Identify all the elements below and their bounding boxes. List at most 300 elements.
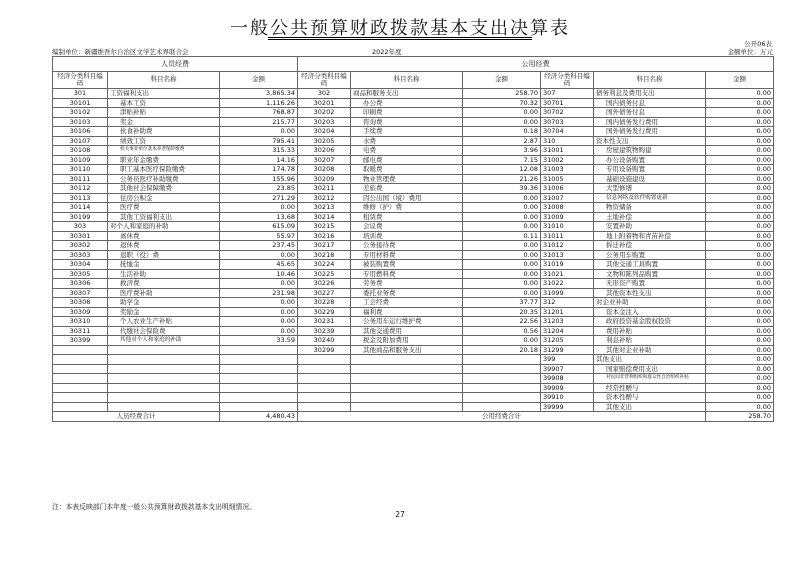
table-row: [53, 250, 774, 260]
public-amount: 0.00: [463, 288, 541, 298]
public-amount: 37.77: [463, 298, 541, 308]
table-row: [53, 193, 774, 203]
public-code: 30209: [298, 174, 351, 184]
personnel-item-name: 生活补助: [108, 269, 220, 279]
public-code: 30207: [298, 155, 351, 165]
table-row: [53, 212, 774, 222]
public-code: [298, 383, 351, 393]
public-amount: 20.35: [463, 307, 541, 317]
personnel-amount: 1,116.26: [220, 98, 298, 108]
other-code: 30703: [541, 117, 594, 127]
other-amount: 0.00: [706, 393, 774, 403]
public-item-name: 邮电费: [351, 155, 463, 165]
personnel-item-name: 职业年金缴费: [108, 155, 220, 165]
personnel-amount: 3,865.34: [220, 89, 298, 99]
other-code: 31204: [541, 326, 594, 336]
other-code: 39910: [541, 393, 594, 403]
table-row: [53, 203, 774, 213]
public-code: [298, 374, 351, 384]
public-amount: 22.56: [463, 317, 541, 327]
other-item-name: 房屋建筑物购建: [594, 146, 706, 156]
table-row: [53, 402, 774, 412]
amount-unit: 金额单位：万元: [727, 48, 773, 56]
personnel-amount: 55.97: [220, 231, 298, 241]
table-row: [53, 336, 774, 346]
personnel-amount: 0.00: [220, 279, 298, 289]
public-amount: 0.00: [463, 108, 541, 118]
public-code: [298, 402, 351, 412]
personnel-amount: 795.41: [220, 136, 298, 146]
personnel-code: [53, 383, 108, 393]
personnel-section-header: 人员经费: [53, 57, 298, 72]
personnel-code: 30113: [53, 193, 108, 203]
personnel-code: 30303: [53, 250, 108, 260]
other-amount: 0.00: [706, 174, 774, 184]
personnel-amount: 0.00: [220, 326, 298, 336]
other-code: 30701: [541, 98, 594, 108]
other-code: 31005: [541, 174, 594, 184]
personnel-item-name: [108, 393, 220, 403]
public-item-name: 劳务费: [351, 279, 463, 289]
personnel-amount: 174.78: [220, 165, 298, 175]
other-item-name: 债务利息及费用支出: [594, 89, 706, 99]
personnel-item-name: 退休费: [108, 241, 220, 251]
table-row: [53, 89, 774, 99]
other-amount: 0.00: [706, 279, 774, 289]
other-amount: 0.00: [706, 402, 774, 412]
personnel-amount: 237.45: [220, 241, 298, 251]
public-amount: 0.18: [463, 127, 541, 137]
personnel-code: 30103: [53, 117, 108, 127]
table-row: [53, 260, 774, 270]
public-code: 30205: [298, 136, 351, 146]
other-item-name: 地上附着物和青苗补偿: [594, 231, 706, 241]
other-item-name: 其他支出: [594, 355, 706, 365]
personnel-code: 30311: [53, 326, 108, 336]
personnel-amount: 10.46: [220, 269, 298, 279]
other-code: 31010: [541, 222, 594, 232]
other-amount: 0.00: [706, 355, 774, 365]
public-amount: 0.00: [463, 193, 541, 203]
other-code: 399: [541, 355, 594, 365]
public-item-name: 税金及附加费用: [351, 336, 463, 346]
personnel-amount: 215.77: [220, 117, 298, 127]
other-amount: 0.00: [706, 241, 774, 251]
personnel-item-name: 助学金: [108, 298, 220, 308]
other-code: 31019: [541, 260, 594, 270]
personnel-amount: 45.65: [220, 260, 298, 270]
table-row: [53, 326, 774, 336]
table-row: [53, 117, 774, 127]
other-item-name: 国内债务付息: [594, 98, 706, 108]
public-item-name: 委托业务费: [351, 288, 463, 298]
other-code: 310: [541, 136, 594, 146]
public-amount: 21.26: [463, 174, 541, 184]
meta-row: [52, 47, 773, 56]
other-item-name: 信息网络及软件购置更新: [594, 193, 706, 203]
public-amount: 0.00: [463, 279, 541, 289]
personnel-item-name: 职工基本医疗保险缴费: [108, 165, 220, 175]
public-item-name: 被装购置费: [351, 260, 463, 270]
personnel-item-name: 代缴社会保险费: [108, 326, 220, 336]
other-amount: 0.00: [706, 203, 774, 213]
personnel-item-name: [108, 374, 220, 384]
personnel-code: 30199: [53, 212, 108, 222]
table-row: [53, 288, 774, 298]
public-item-name: 商品和服务支出: [351, 89, 463, 99]
personnel-amount: [220, 383, 298, 393]
table-row: [53, 136, 774, 146]
personnel-item-name: 个人农业生产补贴: [108, 317, 220, 327]
public-section-header: 公用经费: [298, 57, 774, 72]
header-name: 科目名称: [594, 72, 706, 89]
public-code: 30240: [298, 336, 351, 346]
other-amount: 0.00: [706, 231, 774, 241]
public-item-name: [351, 364, 463, 374]
public-total-value: 258.70: [706, 412, 774, 422]
personnel-item-name: 奖金: [108, 117, 220, 127]
public-item-name: 专用材料费: [351, 250, 463, 260]
personnel-item-name: 住房公积金: [108, 193, 220, 203]
personnel-code: 30109: [53, 155, 108, 165]
other-item-name: 拆迁补偿: [594, 241, 706, 251]
page-number: 27: [395, 510, 405, 519]
other-item-name: 国家赔偿费用支出: [594, 364, 706, 374]
totals-row: [53, 412, 774, 422]
personnel-code: [53, 374, 108, 384]
other-amount: 0.00: [706, 288, 774, 298]
other-amount: 0.00: [706, 136, 774, 146]
public-item-name: 取暖费: [351, 165, 463, 175]
other-item-name: 专用设备购置: [594, 165, 706, 175]
personnel-item-name: 退职（役）费: [108, 250, 220, 260]
public-amount: [463, 402, 541, 412]
public-amount: 12.08: [463, 165, 541, 175]
table-row: [53, 127, 774, 137]
header-code: 经济分类科目编码: [298, 72, 351, 89]
other-item-name: 资本性支出: [594, 136, 706, 146]
public-amount: 20.18: [463, 345, 541, 355]
public-item-name: 租赁费: [351, 212, 463, 222]
personnel-item-name: 其他对个人和家庭的补助: [108, 336, 220, 346]
other-code: 31203: [541, 317, 594, 327]
other-code: 31008: [541, 203, 594, 213]
public-code: 30227: [298, 288, 351, 298]
personnel-amount: 13.68: [220, 212, 298, 222]
personnel-amount: [220, 402, 298, 412]
public-item-name: 水费: [351, 136, 463, 146]
other-code: 31009: [541, 212, 594, 222]
public-item-name: 专用燃料费: [351, 269, 463, 279]
other-amount: 0.00: [706, 269, 774, 279]
personnel-item-name: [108, 383, 220, 393]
personnel-code: 30101: [53, 98, 108, 108]
table-row: [53, 231, 774, 241]
personnel-item-name: 离休费: [108, 231, 220, 241]
other-item-name: 国外债务付息: [594, 108, 706, 118]
personnel-amount: 155.96: [220, 174, 298, 184]
public-item-name: 公务用车运行维护费: [351, 317, 463, 327]
header-amount: 金额: [463, 72, 541, 89]
public-code: 30208: [298, 165, 351, 175]
other-code: 39907: [541, 364, 594, 374]
other-amount: 0.00: [706, 250, 774, 260]
personnel-amount: 0.00: [220, 127, 298, 137]
public-code: 30202: [298, 108, 351, 118]
personnel-code: [53, 355, 108, 365]
public-item-name: 因公出国（境）费用: [351, 193, 463, 203]
public-code: 30217: [298, 241, 351, 251]
public-code: 30213: [298, 203, 351, 213]
personnel-amount: [220, 355, 298, 365]
personnel-code: 30302: [53, 241, 108, 251]
personnel-code: 303: [53, 222, 108, 232]
public-amount: 0.00: [463, 117, 541, 127]
public-item-name: 公务接待费: [351, 241, 463, 251]
public-amount: 0.00: [463, 260, 541, 270]
personnel-code: 30114: [53, 203, 108, 213]
personnel-amount: 14.16: [220, 155, 298, 165]
other-item-name: 其他交通工具购置: [594, 260, 706, 270]
other-amount: 0.00: [706, 374, 774, 384]
personnel-amount: 0.00: [220, 317, 298, 327]
personnel-code: 30102: [53, 108, 108, 118]
personnel-code: 30307: [53, 288, 108, 298]
other-code: 31001: [541, 146, 594, 156]
table-row: [53, 165, 774, 175]
other-amount: 0.00: [706, 212, 774, 222]
personnel-code: 30399: [53, 336, 108, 346]
other-item-name: 其他对企业补助: [594, 345, 706, 355]
other-amount: 0.00: [706, 117, 774, 127]
public-code: 30228: [298, 298, 351, 308]
personnel-item-name: 津贴补贴: [108, 108, 220, 118]
public-code: 30214: [298, 212, 351, 222]
header-amount: 金额: [706, 72, 774, 89]
personnel-code: 30306: [53, 279, 108, 289]
other-amount: 0.00: [706, 326, 774, 336]
public-code: 30226: [298, 279, 351, 289]
other-amount: 0.00: [706, 146, 774, 156]
personnel-amount: 271.29: [220, 193, 298, 203]
expenditure-table: [52, 56, 774, 422]
public-amount: 0.00: [463, 241, 541, 251]
public-amount: 70.32: [463, 98, 541, 108]
personnel-amount: 231.98: [220, 288, 298, 298]
public-amount: 39.36: [463, 184, 541, 194]
public-code: 302: [298, 89, 351, 99]
other-amount: 0.00: [706, 383, 774, 393]
other-code: 31007: [541, 193, 594, 203]
other-item-name: 办公设备购置: [594, 155, 706, 165]
public-code: 30211: [298, 184, 351, 194]
personnel-amount: 315.33: [220, 146, 298, 156]
public-item-name: [351, 402, 463, 412]
footnote: 注：本表反映部门本年度一般公共预算财政拨款基本支出明细情况。: [52, 503, 256, 511]
personnel-amount: 0.00: [220, 298, 298, 308]
other-amount: 0.00: [706, 89, 774, 99]
public-amount: 2.87: [463, 136, 541, 146]
personnel-amount: 0.00: [220, 250, 298, 260]
table-row: [53, 98, 774, 108]
public-item-name: [351, 355, 463, 365]
personnel-amount: 0.00: [220, 307, 298, 317]
public-amount: 3.96: [463, 146, 541, 156]
personnel-item-name: 伙食补助费: [108, 127, 220, 137]
other-item-name: 基础设施建设: [594, 174, 706, 184]
public-item-name: 福利费: [351, 307, 463, 317]
other-code: 31006: [541, 184, 594, 194]
personnel-amount: 0.00: [220, 203, 298, 213]
column-header-row: [53, 72, 774, 89]
personnel-code: 30112: [53, 184, 108, 194]
other-item-name: 无形资产购置: [594, 279, 706, 289]
personnel-item-name: 基本工资: [108, 98, 220, 108]
personnel-code: 30308: [53, 298, 108, 308]
other-code: 30704: [541, 127, 594, 137]
table-row: [53, 355, 774, 365]
other-amount: 0.00: [706, 165, 774, 175]
table-row: [53, 184, 774, 194]
table-row: [53, 383, 774, 393]
other-amount: 0.00: [706, 345, 774, 355]
personnel-amount: 615.09: [220, 222, 298, 232]
personnel-item-name: 救济费: [108, 279, 220, 289]
other-code: 39999: [541, 402, 594, 412]
title-underline: [268, 37, 532, 38]
personnel-item-name: 医疗费: [108, 203, 220, 213]
public-item-name: 印刷费: [351, 108, 463, 118]
personnel-code: 301: [53, 89, 108, 99]
public-amount: 7.15: [463, 155, 541, 165]
personnel-code: 30304: [53, 260, 108, 270]
other-code: 39909: [541, 383, 594, 393]
other-amount: 0.00: [706, 336, 774, 346]
personnel-item-name: [108, 364, 220, 374]
public-item-name: 工会经费: [351, 298, 463, 308]
section-header-row: [53, 57, 774, 72]
other-item-name: 安置补助: [594, 222, 706, 232]
public-item-name: 维修（护）费: [351, 203, 463, 213]
personnel-amount: [220, 374, 298, 384]
public-amount: 0.00: [463, 269, 541, 279]
personnel-item-name: 其他社会保障缴费: [108, 184, 220, 194]
other-amount: 0.00: [706, 98, 774, 108]
public-amount: 0.00: [463, 222, 541, 232]
header-code: 经济分类科目编码: [53, 72, 108, 89]
table-row: [53, 317, 774, 327]
other-amount: 0.00: [706, 260, 774, 270]
personnel-total-label: 人员经费合计: [53, 412, 220, 422]
personnel-code: 30111: [53, 174, 108, 184]
public-item-name: 物业管理费: [351, 174, 463, 184]
table-row: [53, 241, 774, 251]
public-amount: 0.56: [463, 326, 541, 336]
public-amount: 0.00: [463, 250, 541, 260]
public-code: 30201: [298, 98, 351, 108]
public-amount: [463, 355, 541, 365]
other-code: 31299: [541, 345, 594, 355]
personnel-item-name: [108, 355, 220, 365]
table-row: [53, 279, 774, 289]
other-amount: 0.00: [706, 222, 774, 232]
personnel-code: [53, 393, 108, 403]
public-item-name: [351, 393, 463, 403]
personnel-code: 30107: [53, 136, 108, 146]
public-code: 30224: [298, 260, 351, 270]
public-amount: [463, 374, 541, 384]
personnel-code: [53, 364, 108, 374]
other-amount: 0.00: [706, 127, 774, 137]
public-item-name: [351, 374, 463, 384]
other-item-name: 公务用车购置: [594, 250, 706, 260]
other-amount: 0.00: [706, 364, 774, 374]
other-item-name: 文物和陈列品购置: [594, 269, 706, 279]
public-code: 30239: [298, 326, 351, 336]
table-row: [53, 146, 774, 156]
public-amount: [463, 393, 541, 403]
public-code: 30225: [298, 269, 351, 279]
personnel-item-name: 对个人和家庭的补助: [108, 222, 220, 232]
personnel-item-name: 抚恤金: [108, 260, 220, 270]
other-code: 31099: [541, 288, 594, 298]
fiscal-year: 2022年度: [372, 48, 402, 56]
other-code: 31022: [541, 279, 594, 289]
public-code: 30215: [298, 222, 351, 232]
other-item-name: 费用补贴: [594, 326, 706, 336]
personnel-amount: [220, 393, 298, 403]
other-item-name: 资本性赠与: [594, 393, 706, 403]
personnel-item-name: 工资福利支出: [108, 89, 220, 99]
personnel-amount: [220, 345, 298, 355]
personnel-code: [53, 402, 108, 412]
personnel-amount: 33.59: [220, 336, 298, 346]
table-row: [53, 269, 774, 279]
table-row: [53, 108, 774, 118]
public-code: 30206: [298, 146, 351, 156]
personnel-code: 30301: [53, 231, 108, 241]
personnel-code: 30108: [53, 146, 108, 156]
table-row: [53, 393, 774, 403]
other-item-name: 利息补贴: [594, 336, 706, 346]
personnel-amount: 768.87: [220, 108, 298, 118]
table-row: [53, 345, 774, 355]
other-code: 39908: [541, 374, 594, 384]
public-item-name: 差旅费: [351, 184, 463, 194]
public-code: 30218: [298, 250, 351, 260]
public-code: 30216: [298, 231, 351, 241]
personnel-code: 30110: [53, 165, 108, 175]
public-amount: [463, 383, 541, 393]
public-total-label: 公用经费合计: [298, 412, 706, 422]
other-item-name: 其他资本性支出: [594, 288, 706, 298]
public-code: 30231: [298, 317, 351, 327]
header-name: 科目名称: [108, 72, 220, 89]
personnel-item-name: 医疗费补助: [108, 288, 220, 298]
personnel-code: 30310: [53, 317, 108, 327]
other-code: 31201: [541, 307, 594, 317]
compiling-unit: 编制单位：新疆维吾尔自治区文学艺术界联合会: [52, 48, 189, 56]
other-code: 31002: [541, 155, 594, 165]
public-code: 30212: [298, 193, 351, 203]
other-amount: 0.00: [706, 307, 774, 317]
other-item-name: 政府投资基金股权投资: [594, 317, 706, 327]
other-amount: 0.00: [706, 317, 774, 327]
personnel-item-name: 奖励金: [108, 307, 220, 317]
title-underline-second: [268, 39, 532, 40]
public-amount: 258.70: [463, 89, 541, 99]
other-code: 31021: [541, 269, 594, 279]
